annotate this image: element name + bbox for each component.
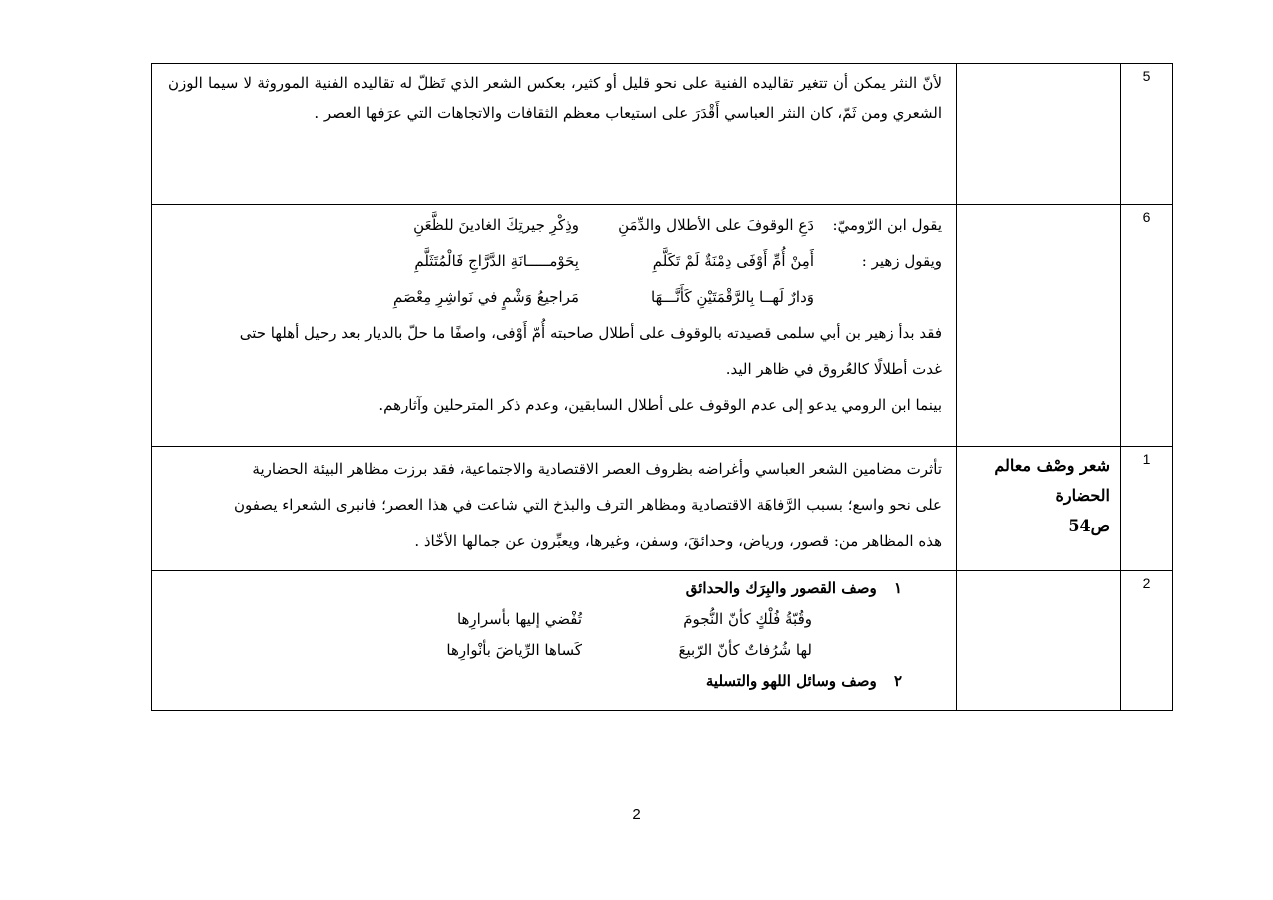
table-row	[152, 64, 1173, 205]
verse-second-half: وذِكْرِ جيرتِكَ الغادينَ للظَّعَنِ	[413, 216, 579, 234]
verse-first-half: دَعِ الوقوفَ على الأطلال والدِّمَنِ	[618, 216, 814, 234]
verse-line	[168, 279, 942, 315]
verse-line	[168, 207, 942, 243]
verse-second-half: تُفْضي إليها بأسرارِها	[456, 610, 582, 628]
text-line: هذه المظاهر من: قصور، ورياض، وحدائقَ، وسفن، وغيرها، ويعبِّرون عن جمالها الأخّاذ .	[414, 532, 942, 550]
row-content	[152, 571, 957, 711]
table-row	[152, 571, 1173, 711]
row-number: 6	[1121, 205, 1173, 447]
text-line: غدت أطلالًا كالعُروق في ظاهر اليد.	[725, 360, 942, 378]
table-row	[152, 205, 1173, 447]
row-content	[152, 447, 957, 571]
verse-second-half: مَراجيعُ وَشْمٍ في نَواشِرِ مِعْصَمِ	[393, 288, 579, 306]
text-line: بينما ابن الرومي يدعو إلى عدم الوقوف على أطلال السابقين، وعدم ذكر المترحلين وآثارهم.	[378, 396, 942, 414]
content-table	[151, 63, 1173, 711]
text-line: على نحو واسع؛ بسبب الرَّفاهَة الاقتصادية ومظاهر الترف والبذخ التي شاعت في هذا العصر؛ فانبرى الشعراء يصفون	[233, 496, 942, 514]
verse-speaker: ويقول زهير :	[861, 252, 942, 270]
verse-line	[168, 243, 942, 279]
verse-first-half: وقُبّةُ فُلْكٍ كأنّ النُّجومَ	[683, 610, 812, 628]
subheading-number: ١	[893, 579, 902, 597]
subheading	[168, 666, 942, 697]
topic-line: شعر وصْف معالم	[994, 456, 1110, 475]
verse-second-half: كَساها الرِّياضَ بأنْوارِها	[446, 641, 582, 659]
text-line: فقد بدأ زهير بن أبي سلمى قصيدته بالوقوف على أطلال صاحبته أُمّ أَوْفى، واصفًا ما حلّ بالديار بعد رحيل أهلها حتى	[239, 324, 942, 342]
verse-second-half: بِحَوْمـــــانَةِ الدَّرَّاجِ فَالْمُتَثَلَّمِ	[414, 252, 579, 270]
row-content	[152, 205, 957, 447]
subheading	[168, 573, 942, 604]
subheading-text: وصف القصور والبِرَك والحدائق	[685, 579, 877, 597]
page-number: 2	[632, 806, 641, 823]
topic-line: الحضارة	[1055, 486, 1110, 505]
verse-line	[168, 604, 942, 635]
text-line: تأثرت مضامين الشعر العباسي وأغراضه بظروف العصر الاقتصادية والاجتماعية، فقد برزت مظاهر البيئة الحضارية	[252, 460, 942, 478]
subheading-text: وصف وسائل اللهو والتسلية	[705, 672, 877, 690]
verse-speaker: يقول ابن الرّوميّ:	[832, 216, 942, 234]
verse-line	[168, 635, 942, 666]
row-topic	[957, 205, 1121, 447]
row-number: 2	[1121, 571, 1173, 711]
verse-first-half: وَدارٌ لَهــا بِالرَّقْمَتَيْنِ كَأَنَّـــهَا	[651, 288, 814, 306]
paragraph: لأنّ النثر يمكن أن تتغير تقاليده الفنية على نحو قليل أو كثير، بعكس الشعر الذي تَظلّ له تقاليده الفنية الموروثة لا سيما الوزن الشعري ومن ثَمّ، كان النثر العباسي أَقْدَرَ على استيعاب معظم الثقافات والاتجاهات التي عرَفها العصر .	[168, 74, 942, 122]
verse-first-half: أَمِنْ أُمِّ أَوْفَى دِمْنَةٌ لَمْ تَكَلَّمِ	[652, 252, 814, 270]
topic-page: ص54	[1068, 516, 1110, 535]
row-content	[152, 64, 957, 205]
row-topic	[957, 447, 1121, 571]
row-number: 1	[1121, 447, 1173, 571]
row-number: 5	[1121, 64, 1173, 205]
subheading-number: ٢	[893, 672, 902, 690]
verse-speaker	[814, 279, 942, 315]
verse-first-half: لها شُرُفاتٌ كأنّ الرّبيعَ	[678, 641, 812, 659]
table-row	[152, 447, 1173, 571]
row-topic	[957, 571, 1121, 711]
row-topic	[957, 64, 1121, 205]
